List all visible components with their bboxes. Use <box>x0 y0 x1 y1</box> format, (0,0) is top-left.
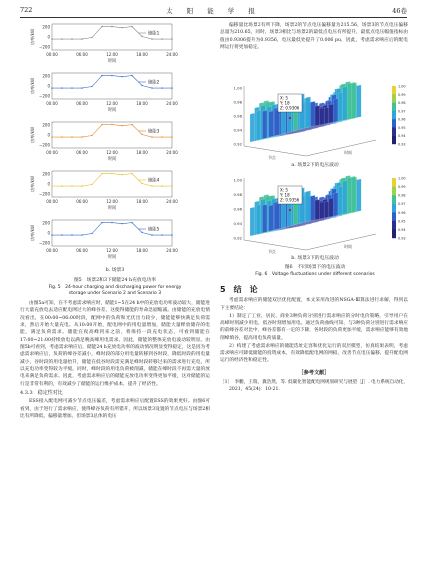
surface-cell <box>352 83 357 119</box>
chart-5-point <box>101 222 102 223</box>
figure-6-caption-cn: 图6 不同场景下的电压波动 <box>284 265 346 270</box>
surface-y-axis <box>306 140 376 156</box>
surface-ztick: 0.94 <box>233 221 242 226</box>
surface-cell <box>352 177 357 213</box>
chart-1-legend-label: 储能1 <box>148 31 160 37</box>
chart-1-xtick: 18:00 <box>136 52 148 57</box>
surface-ztick: 0.96 <box>233 113 242 119</box>
chart-2-ytick: 200 <box>42 73 50 79</box>
figure-6b-surface <box>226 172 411 254</box>
colorbar-segment <box>392 119 396 127</box>
chart-1-point <box>131 26 132 27</box>
surface-x-label: 节点 <box>268 155 276 160</box>
chart-4-point <box>111 173 112 174</box>
chart-5-point <box>171 234 172 235</box>
chart-5-ytick: 200 <box>42 220 50 226</box>
chart-1-point <box>161 38 162 39</box>
chart-5-point <box>111 222 112 223</box>
surface-cell <box>315 105 320 125</box>
chart-1-ytick: −200 <box>39 44 50 50</box>
chart-2-point <box>51 87 52 88</box>
chart-4-ytick: −200 <box>39 191 50 197</box>
surface-cell <box>269 205 274 231</box>
colorbar-tick: 0.97 <box>398 109 406 114</box>
data-tip-point <box>289 209 291 211</box>
chart-2-point <box>111 75 112 76</box>
chart-3-xtick: 12:00 <box>106 150 118 155</box>
chart-1-ytick: 0 <box>47 34 50 40</box>
page-number: 722 <box>20 6 33 14</box>
chart-4-point <box>81 185 82 186</box>
conclusion-title: 5 结 论 <box>220 285 258 294</box>
figure-5-caption-cn: 图5 场景2和3下储能24 h充放电功率 <box>73 278 157 283</box>
surface-cell <box>347 177 352 213</box>
chart-4-ytick: 0 <box>47 181 50 187</box>
chart-3-ytick: −200 <box>39 142 50 148</box>
chart-2-xtick: 06:00 <box>76 101 88 106</box>
chart-4-point <box>51 185 52 186</box>
chart-3-legend-label: 储能3 <box>148 129 160 135</box>
right-column-top <box>220 22 408 52</box>
chart-4-point <box>91 184 92 185</box>
reference-1: ［1］ 李鹏，王瑞，冀浩然，等. 低碳化智能配电网规划研究与展望［J］. 电力系统自动化，2021，45(24)：10-21. <box>220 379 408 392</box>
chart-3-point <box>51 136 52 137</box>
chart-5-frame <box>52 220 172 246</box>
chart-1-xtick: 00:00 <box>46 52 58 57</box>
colorbar-segment <box>392 187 396 196</box>
surface-cell <box>333 98 338 122</box>
chart-2-point <box>151 87 152 88</box>
chart-2-xtick: 00:00 <box>46 101 58 106</box>
chart-5-point <box>61 234 62 235</box>
chart-3-ytick: 200 <box>42 122 50 128</box>
surface-cell <box>324 107 329 124</box>
surface-cell <box>269 111 274 137</box>
colorbar-segment <box>392 111 396 119</box>
chart-3-ytick: 0 <box>47 132 50 138</box>
chart-5-xtick: 12:00 <box>106 248 118 253</box>
surface-cell <box>256 204 261 234</box>
chart-1-ytick: 200 <box>42 24 50 30</box>
chart-3-point <box>171 136 172 137</box>
chart-2-point <box>101 75 102 76</box>
surface-x-label: 节点 <box>268 249 276 254</box>
header-rule <box>20 17 407 18</box>
chart-4-xtick: 06:00 <box>76 199 88 204</box>
chart-3-point <box>141 134 142 135</box>
chart-2-ytick: −200 <box>39 93 50 99</box>
surface-ztick: 1.00 <box>233 85 242 91</box>
subsection-heading: 4.3.3 稳定性对比 <box>20 390 63 397</box>
colorbar-tick: 0.97 <box>398 202 406 207</box>
chart-1-point <box>121 27 122 28</box>
chart-3-point <box>111 124 112 125</box>
colorbar-tick: 0.98 <box>398 101 406 106</box>
colorbar-segment <box>392 127 396 135</box>
references-title: ［参考文献］ <box>298 369 330 376</box>
surface-cell <box>338 92 343 121</box>
chart-1-point <box>61 38 62 39</box>
data-tooltip-line: Y: 18 <box>280 192 290 198</box>
chart-1-point <box>171 38 172 39</box>
chart-4-point <box>101 173 102 174</box>
figure-5-charts <box>26 20 206 270</box>
surface-cell <box>333 192 338 216</box>
chart-5-xtick: 24:00 <box>166 248 178 253</box>
colorbar-tick: 0.94 <box>398 134 406 139</box>
chart-2-point <box>91 86 92 87</box>
chart-5-point <box>131 222 132 223</box>
chart-3-point <box>81 136 82 137</box>
chart-3-xlabel: 时间 <box>107 157 117 162</box>
chart-2-point <box>71 87 72 88</box>
surface-cell <box>262 204 267 232</box>
chart-2-point <box>171 87 172 88</box>
surface-y-label: 时间 <box>344 244 352 249</box>
colorbar-segment <box>392 86 396 94</box>
chart-5-xtick: 06:00 <box>76 248 88 253</box>
chart-3-point <box>161 136 162 137</box>
chart-4-point <box>171 185 172 186</box>
chart-1-point <box>151 38 152 39</box>
chart-3-frame <box>52 122 172 148</box>
chart-5-point <box>91 233 92 234</box>
surface-cell <box>306 97 311 128</box>
surface-cell <box>347 83 352 119</box>
colorbar-segment <box>392 195 396 204</box>
volume-number: 46卷 <box>392 7 407 15</box>
figure-5-caption-en-2: storage under Scenario 2 and Scenario 3 <box>68 291 162 296</box>
chart-5-point <box>161 234 162 235</box>
colorbar-segment <box>392 212 396 221</box>
colorbar-segment <box>392 204 396 213</box>
chart-3-xtick: 00:00 <box>46 150 58 155</box>
chart-2-point <box>141 85 142 86</box>
chart-1-point <box>101 26 102 27</box>
surface-cell <box>250 207 255 236</box>
chart-1-xtick: 24:00 <box>166 52 178 57</box>
chart-3-point <box>151 136 152 137</box>
colorbar-tick: 0.93 <box>398 236 406 241</box>
chart-5-xtick: 18:00 <box>136 248 148 253</box>
chart-2-point <box>121 76 122 77</box>
chart-1-xtick: 06:00 <box>76 52 88 57</box>
data-tooltip-line: Y: 18 <box>280 100 290 106</box>
colorbar-tick: 0.93 <box>398 142 406 147</box>
figure-6a-label: a. 场景2下的电压波动 <box>291 163 339 168</box>
chart-4-xtick: 12:00 <box>106 199 118 204</box>
colorbar-tick: 0.96 <box>398 210 406 215</box>
chart-2-xlabel: 时间 <box>107 108 117 113</box>
chart-5-point <box>141 232 142 233</box>
chart-1-point <box>81 38 82 39</box>
chart-2-frame <box>52 73 172 99</box>
chart-5-ylabel: 功率/kW <box>30 224 35 242</box>
chart-2-ylabel: 功率/kW <box>30 77 35 95</box>
surface-cell <box>262 110 267 138</box>
chart-4-point <box>161 185 162 186</box>
surface-ztick: 0.92 <box>233 235 242 241</box>
chart-1-point <box>51 38 52 39</box>
conclusion-point-2: 2）构建了考虑需求响应的储能选址定容和优化运行的双层模型，仿真结果表明，考虑需求响应可降低储能的投资成本，有效降低配电网的网损，改善节点电压偏移，提升配电网运行的经济性和稳定性。 <box>220 343 408 364</box>
chart-3-point <box>101 124 102 125</box>
colorbar-tick: 0.95 <box>398 219 406 224</box>
surface-cell <box>250 113 255 142</box>
chart-1-xlabel: 时间 <box>107 59 117 64</box>
chart-3-xtick: 24:00 <box>166 150 178 155</box>
paragraph-stability: ESS接入配电网可减少节点电压偏差，考虑需求响应后配置ESS的效果更好。由图6可看到，由于进行了需求响应，使得峰谷负荷有所错开，所以场景3设置的节点电压与场景2相比有所降低，偏移量增加。但场景3总体的电压 <box>20 399 210 420</box>
colorbar-segment <box>392 229 396 238</box>
chart-3-point <box>131 124 132 125</box>
colorbar-tick: 0.99 <box>398 185 406 190</box>
surface-y-axis <box>306 234 376 250</box>
chart-2-point <box>161 87 162 88</box>
chart-3-point <box>61 136 62 137</box>
data-tip-point <box>289 117 291 119</box>
chart-3-point <box>71 136 72 137</box>
figure-5-caption-en-1: Fig. 5 24-hour charging and discharging power for energy <box>48 285 182 290</box>
chart-4-point <box>121 174 122 175</box>
chart-2-xtick: 18:00 <box>136 101 148 106</box>
surface-cell <box>275 203 280 229</box>
chart-4-legend-label: 储能4 <box>148 178 160 184</box>
left-column-body <box>20 300 210 421</box>
chart-2-point <box>61 87 62 88</box>
chart-1-ylabel: 功率/kW <box>30 28 35 46</box>
colorbar-segment <box>392 178 396 187</box>
colorbar-tick: 0.95 <box>398 125 406 130</box>
surface-cell <box>329 104 334 123</box>
chart-4-point <box>151 185 152 186</box>
chart-1-xtick: 12:00 <box>106 52 118 57</box>
chart-3-xtick: 18:00 <box>136 150 148 155</box>
chart-5-xlabel: 时间 <box>107 255 117 260</box>
figure-6-caption-en: Fig. 6 Voltage fluctuations under different scenarios <box>255 272 375 277</box>
chart-4-xtick: 18:00 <box>136 199 148 204</box>
surface-cell <box>356 179 361 212</box>
chart-4-xtick: 24:00 <box>166 199 178 204</box>
data-tooltip-line: Z: 0.9356 <box>280 197 300 203</box>
colorbar-tick: 1.00 <box>398 84 406 89</box>
surface-cell <box>315 199 320 219</box>
paragraph-voltage: 偏移量比场景2有所下降，场景2的节点电压偏移量为215.56，场景3的节点电压偏移总量为210.65，同时，场景3相比与场景2的最低点电压有所提升，最低点电压幅值指标由值由0.9306提升为0.9356，电压最低处提升了0.006 pu，因此，考虑需求响应后的配电网运行将更加稳定。 <box>220 23 408 51</box>
chart-1-point <box>111 26 112 27</box>
chart-5-point <box>71 234 72 235</box>
chart-5-xtick: 00:00 <box>46 248 58 253</box>
surface-cell <box>320 202 325 219</box>
surface-cell <box>256 110 261 140</box>
chart-2-ytick: 0 <box>47 83 50 89</box>
chart-2-legend-label: 储能2 <box>148 80 160 86</box>
chart-2-point <box>81 87 82 88</box>
surface-cell <box>343 87 348 121</box>
surface-cell <box>343 181 348 215</box>
surface-ztick: 0.98 <box>233 99 242 105</box>
surface-cell <box>310 101 315 126</box>
surface-ztick: 0.98 <box>233 192 242 197</box>
colorbar-segment <box>392 221 396 230</box>
colorbar-tick: 0.94 <box>398 227 406 232</box>
data-tooltip-line: X: 5 <box>280 95 288 101</box>
surface-cell <box>338 186 343 215</box>
chart-3-ylabel: 功率/kW <box>30 126 35 144</box>
chart-2-xtick: 24:00 <box>166 101 178 106</box>
conclusion-intro: 考虑需求响应的储能双层优化配置，本文采用改进的NSGA-Ⅲ算法进行求解，得到以下主要结论： <box>220 298 408 311</box>
chart-4-point <box>61 185 62 186</box>
chart-3-xtick: 06:00 <box>76 150 88 155</box>
chart-4-point <box>131 173 132 174</box>
surface-ztick: 0.96 <box>233 206 242 212</box>
paragraph-fig5-analysis: 由图5a可知，在不考虑需求响应时，储能1~5在24 h中的充放电功率波动较大，储能进行大量充放电去适应配电网过大的峰谷差，这使得储能的寿命急剧缩减。由储能的充放电情况看出，在00:00~06:00时段，配网中的负荷和光伏出力较少，储能能够快满足负荷需求，然后开始大量充电。从10:00开始，配电网中的用电量增加，储能大量释放储存的电能，满足负荷需求。储能在夜高峰到来之前，将保持一段充电状态，可看到储能在17:00~21:00持续放电以满足晚高峰用电需求。因此，储能的整体充放电波动较明显。由图5b可看到，考虑需求响应后，储能24 h充放电功率的波动情况明显变得稳定，这是因为考虑需求响应后，负荷的峰谷差减小，峰时段的部分用电量转移到谷时段，降低时段的用电量减小，谷时段的用电量抬升，储能在低谷时段需充满足峰时段转移过来的需求进行充电，所以充电功率变得较为平缓。同时，峰时段的用电负荷被削减，储能在峰时段不再需大量的放电来满足负荷需求。因此，考虑需求响应后的储能充放电功率变得更加平缓，这对储能的运行是非常有利的，有效减少了储能的运行维护成本，提升了经济性。 <box>20 301 210 387</box>
colorbar-segment <box>392 103 396 111</box>
chart-5-point <box>51 234 52 235</box>
surface-cell <box>310 195 315 220</box>
data-tooltip-line: X: 5 <box>280 187 288 193</box>
surface-cell <box>329 198 334 217</box>
surface-cell <box>275 109 280 135</box>
chart-5-ytick: −200 <box>39 240 50 246</box>
figure-6a-surface <box>226 80 411 160</box>
figure-6b-label: b. 场景3下的电压波动 <box>291 256 339 261</box>
chart-3-point <box>121 125 122 126</box>
journal-name: 太 阳 能 学 报 <box>166 7 261 15</box>
chart-4-xtick: 00:00 <box>46 199 58 204</box>
figure-5-panel-label: b. 场景3 <box>105 268 125 273</box>
chart-4-xlabel: 时间 <box>107 206 117 211</box>
chart-4-point <box>141 183 142 184</box>
surface-cell <box>306 191 311 222</box>
chart-4-ylabel: 功率/kW <box>30 175 35 193</box>
chart-5-point <box>151 234 152 235</box>
chart-2-point <box>131 75 132 76</box>
data-tooltip-line: Z: 0.9306 <box>280 105 300 111</box>
surface-ztick: 0.94 <box>233 127 242 133</box>
chart-3-point <box>91 135 92 136</box>
chart-5-legend-label: 储能5 <box>148 227 160 233</box>
chart-4-frame <box>52 171 172 197</box>
chart-4-point <box>71 185 72 186</box>
colorbar-segment <box>392 94 396 102</box>
chart-5-ytick: 0 <box>47 230 50 236</box>
surface-ztick: 0.92 <box>233 141 242 147</box>
chart-4-ytick: 200 <box>42 171 50 177</box>
conclusion-section <box>220 280 408 393</box>
surface-cell <box>324 201 329 218</box>
colorbar-tick: 0.96 <box>398 117 406 122</box>
colorbar-tick: 0.99 <box>398 92 406 97</box>
chart-5-point <box>121 223 122 224</box>
chart-1-point <box>141 36 142 37</box>
colorbar-segment <box>392 136 396 144</box>
colorbar-tick: 0.98 <box>398 193 406 198</box>
chart-1-frame <box>52 24 172 50</box>
surface-y-label: 时间 <box>344 150 352 155</box>
surface-ztick: 1.00 <box>233 177 242 183</box>
conclusion-point-1: 1）制定了工业、居民、商业3种负荷分别进行需求响应的分时电价策略，引导用户在高峰时刻减少用电，低谷时刻增加用电。通过负荷曲线可知，与3种负荷分别进行需求响应的前峰谷差对比中，峰谷差都有一定的下降，各时段的负荷更加平缓，需求响应能够有效地削峰填谷，提高用电负荷质量。 <box>220 313 408 341</box>
surface-cell <box>320 108 325 125</box>
chart-2-xtick: 12:00 <box>106 101 118 106</box>
surface-cell <box>356 85 361 118</box>
chart-1-point <box>91 37 92 38</box>
colorbar-tick: 1.00 <box>398 176 406 181</box>
chart-1-point <box>71 38 72 39</box>
chart-5-point <box>81 234 82 235</box>
